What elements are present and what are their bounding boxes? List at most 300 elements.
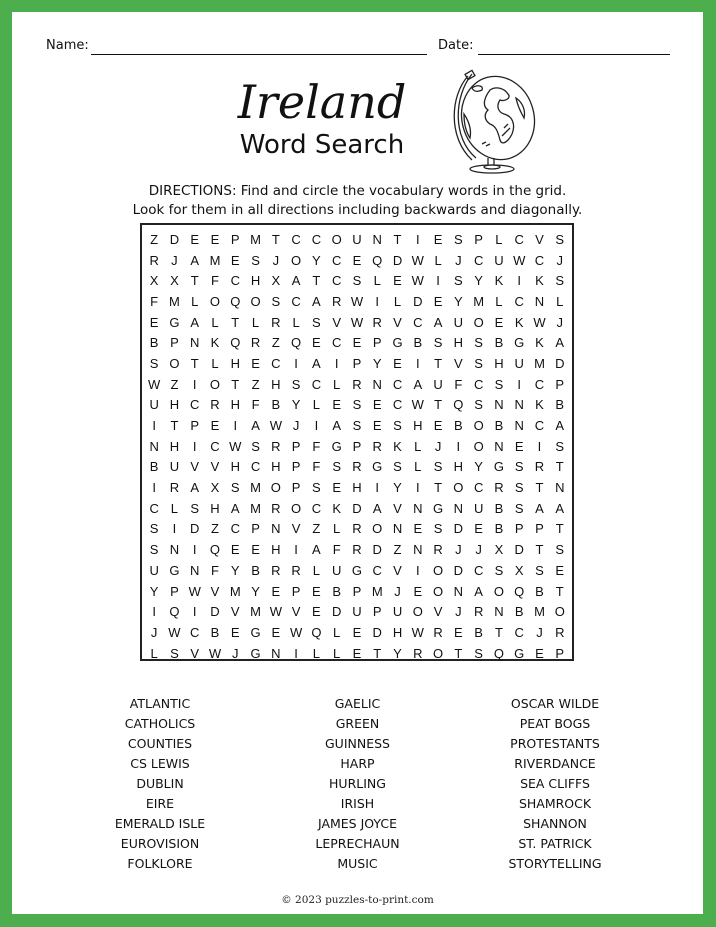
grid-cell[interactable]: N xyxy=(149,438,159,454)
grid-cell[interactable]: O xyxy=(493,583,504,599)
grid-cell[interactable]: S xyxy=(474,335,483,351)
grid-cell[interactable]: E xyxy=(393,273,402,289)
grid-cell[interactable]: P xyxy=(190,418,200,434)
grid-cell[interactable]: S xyxy=(433,335,443,351)
grid-cell[interactable]: M xyxy=(534,604,545,620)
grid-cell[interactable]: Z xyxy=(251,376,260,392)
grid-cell[interactable]: J xyxy=(455,542,462,558)
grid-cell[interactable]: G xyxy=(514,335,525,351)
grid-cell[interactable]: S xyxy=(494,376,504,392)
grid-cell[interactable]: S xyxy=(393,459,402,475)
grid-cell[interactable]: M xyxy=(209,252,221,268)
grid-cell[interactable]: O xyxy=(473,438,484,454)
grid-cell[interactable]: X xyxy=(210,480,220,496)
grid-cell[interactable]: Q xyxy=(169,604,180,620)
grid-cell[interactable]: G xyxy=(372,459,383,475)
grid-cell[interactable]: G xyxy=(392,335,403,351)
grid-cell[interactable]: N xyxy=(453,583,464,599)
grid-cell[interactable]: N xyxy=(169,542,180,558)
grid-cell[interactable]: V xyxy=(210,583,220,599)
grid-cell[interactable]: T xyxy=(373,645,382,661)
grid-cell[interactable]: Y xyxy=(251,583,260,599)
grid-cell[interactable]: U xyxy=(514,355,524,371)
grid-cell[interactable]: S xyxy=(474,355,483,371)
grid-cell[interactable]: J xyxy=(272,252,280,268)
grid-cell[interactable]: X xyxy=(271,273,281,289)
grid-cell[interactable]: H xyxy=(392,624,403,640)
grid-cell[interactable]: P xyxy=(555,376,565,392)
grid-cell[interactable]: U xyxy=(352,604,362,620)
grid-cell[interactable]: T xyxy=(555,583,564,599)
grid-cell[interactable]: R xyxy=(352,521,362,537)
grid-cell[interactable]: O xyxy=(250,293,261,309)
grid-cell[interactable]: C xyxy=(291,231,301,247)
grid-cell[interactable]: J xyxy=(394,583,401,599)
grid-cell[interactable]: N xyxy=(190,562,200,578)
grid-cell[interactable]: R xyxy=(372,438,382,454)
grid-cell[interactable]: Y xyxy=(291,397,301,413)
grid-cell[interactable]: L xyxy=(495,231,503,247)
grid-cell[interactable]: R xyxy=(433,542,443,558)
grid-cell[interactable]: I xyxy=(152,480,156,496)
grid-cell[interactable]: S xyxy=(352,273,362,289)
letter-grid[interactable] xyxy=(140,223,574,661)
grid-cell[interactable]: S xyxy=(433,521,443,537)
grid-cell[interactable]: N xyxy=(372,231,382,247)
grid-cell[interactable]: K xyxy=(535,335,544,351)
grid-cell[interactable]: R xyxy=(250,335,261,351)
grid-cell[interactable]: K xyxy=(535,273,544,289)
grid-cell[interactable]: B xyxy=(251,562,260,578)
grid-cell[interactable]: Y xyxy=(454,293,463,309)
grid-cell[interactable]: L xyxy=(333,624,341,640)
grid-cell[interactable]: P xyxy=(291,438,301,454)
grid-cell[interactable]: R xyxy=(534,459,545,475)
grid-cell[interactable]: E xyxy=(514,438,524,454)
grid-cell[interactable]: B xyxy=(454,418,463,434)
grid-cell[interactable]: T xyxy=(555,521,564,537)
grid-cell[interactable]: P xyxy=(372,604,382,620)
grid-cell[interactable]: B xyxy=(149,459,159,475)
grid-cell[interactable]: C xyxy=(291,293,301,309)
grid-cell[interactable]: U xyxy=(149,397,159,413)
grid-cell[interactable]: E xyxy=(535,645,544,661)
grid-cell[interactable]: A xyxy=(555,335,565,351)
grid-cell[interactable]: T xyxy=(271,231,280,247)
grid-cell[interactable]: V xyxy=(210,459,220,475)
grid-cell[interactable]: A xyxy=(413,376,423,392)
grid-cell[interactable]: J xyxy=(232,645,239,661)
grid-cell[interactable]: N xyxy=(534,293,545,309)
grid-cell[interactable]: L xyxy=(333,376,341,392)
grid-cell[interactable]: C xyxy=(413,314,423,330)
grid-cell[interactable]: A xyxy=(190,314,200,330)
grid-cell[interactable]: S xyxy=(494,562,504,578)
grid-cell[interactable]: P xyxy=(170,335,179,351)
grid-cell[interactable]: E xyxy=(312,335,321,351)
grid-cell[interactable]: A xyxy=(312,293,321,309)
grid-cell[interactable]: K xyxy=(210,335,220,351)
grid-cell[interactable]: C xyxy=(514,231,524,247)
grid-cell[interactable]: I xyxy=(517,273,522,289)
grid-cell[interactable]: T xyxy=(231,314,240,330)
grid-cell[interactable]: H xyxy=(494,355,504,371)
grid-cell[interactable]: E xyxy=(352,335,362,351)
grid-cell[interactable]: W xyxy=(188,583,201,599)
grid-cell[interactable]: R xyxy=(210,397,220,413)
grid-cell[interactable]: W xyxy=(513,252,526,268)
grid-cell[interactable]: G xyxy=(169,562,180,578)
grid-cell[interactable]: L xyxy=(312,562,320,578)
grid-cell[interactable]: C xyxy=(331,273,342,289)
grid-cell[interactable]: S xyxy=(555,231,565,247)
grid-cell[interactable]: E xyxy=(312,604,321,620)
grid-cell[interactable]: L xyxy=(211,355,219,371)
grid-cell[interactable]: U xyxy=(169,459,180,475)
grid-cell[interactable]: D xyxy=(514,542,524,558)
grid-cell[interactable]: W xyxy=(208,645,222,661)
grid-cell[interactable]: H xyxy=(352,480,362,496)
grid-cell[interactable]: F xyxy=(312,459,321,475)
grid-cell[interactable]: I xyxy=(456,438,461,454)
grid-cell[interactable]: A xyxy=(190,252,200,268)
grid-cell[interactable]: E xyxy=(555,562,565,578)
grid-cell[interactable]: J xyxy=(455,252,462,268)
grid-cell[interactable]: L xyxy=(556,293,564,309)
grid-cell[interactable]: O xyxy=(372,521,383,537)
grid-cell[interactable]: C xyxy=(230,273,240,289)
grid-cell[interactable]: D xyxy=(190,521,200,537)
grid-cell[interactable]: Q xyxy=(230,293,241,309)
grid-cell[interactable]: M xyxy=(371,583,383,599)
grid-cell[interactable]: R xyxy=(331,293,342,309)
grid-cell[interactable]: E xyxy=(149,314,159,330)
grid-cell[interactable]: D xyxy=(413,293,423,309)
grid-cell[interactable]: X xyxy=(149,273,159,289)
grid-cell[interactable]: V xyxy=(393,562,402,578)
grid-cell[interactable]: H xyxy=(230,397,240,413)
grid-cell[interactable]: M xyxy=(250,500,261,516)
grid-cell[interactable]: K xyxy=(393,438,402,454)
grid-cell[interactable]: B xyxy=(271,397,281,413)
grid-cell[interactable]: L xyxy=(393,293,402,309)
grid-cell[interactable]: J xyxy=(150,624,158,640)
grid-cell[interactable]: W xyxy=(269,604,282,620)
grid-cell[interactable]: N xyxy=(494,604,504,620)
grid-cell[interactable]: B xyxy=(555,397,565,413)
grid-cell[interactable]: T xyxy=(494,624,503,640)
grid-cell[interactable]: T xyxy=(555,459,564,475)
grid-cell[interactable]: Q xyxy=(311,624,322,640)
grid-cell[interactable]: E xyxy=(372,418,382,434)
grid-cell[interactable]: S xyxy=(190,500,200,516)
grid-cell[interactable]: O xyxy=(270,480,281,496)
grid-cell[interactable]: E xyxy=(413,583,423,599)
grid-cell[interactable]: E xyxy=(433,231,443,247)
grid-cell[interactable]: Q xyxy=(493,645,504,661)
grid-cell[interactable]: W xyxy=(289,624,303,640)
grid-cell[interactable]: E xyxy=(352,252,362,268)
grid-cell[interactable]: G xyxy=(169,314,180,330)
grid-cell[interactable]: C xyxy=(311,231,322,247)
grid-cell[interactable]: H xyxy=(453,459,464,475)
grid-cell[interactable]: S xyxy=(251,438,260,454)
grid-cell[interactable]: D xyxy=(352,500,362,516)
grid-cell[interactable]: W xyxy=(168,624,181,640)
grid-cell[interactable]: I xyxy=(294,645,298,661)
grid-cell[interactable]: U xyxy=(453,314,464,330)
grid-cell[interactable]: B xyxy=(494,500,504,516)
grid-cell[interactable]: O xyxy=(473,418,484,434)
grid-cell[interactable]: D xyxy=(392,252,403,268)
grid-cell[interactable]: S xyxy=(312,314,321,330)
grid-cell[interactable]: C xyxy=(149,500,159,516)
grid-cell[interactable]: V xyxy=(433,604,443,620)
grid-cell[interactable]: N xyxy=(453,500,464,516)
grid-cell[interactable]: E xyxy=(210,231,220,247)
grid-cell[interactable]: L xyxy=(333,645,341,661)
grid-cell[interactable]: I xyxy=(517,376,522,392)
grid-cell[interactable]: S xyxy=(514,459,524,475)
grid-cell[interactable]: W xyxy=(148,376,161,392)
grid-cell[interactable]: I xyxy=(233,418,238,434)
grid-cell[interactable]: I xyxy=(334,355,339,371)
grid-cell[interactable]: Q xyxy=(372,252,383,268)
grid-cell[interactable]: C xyxy=(534,252,545,268)
grid-cell[interactable]: N xyxy=(514,418,524,434)
grid-cell[interactable]: V xyxy=(393,314,402,330)
grid-cell[interactable]: L xyxy=(191,293,199,309)
grid-cell[interactable]: M xyxy=(169,293,180,309)
grid-cell[interactable]: B xyxy=(494,418,504,434)
grid-cell[interactable]: S xyxy=(474,397,483,413)
grid-cell[interactable]: U xyxy=(352,231,362,247)
grid-cell[interactable]: L xyxy=(150,645,158,661)
grid-cell[interactable]: B xyxy=(413,335,423,351)
grid-cell[interactable]: C xyxy=(372,562,382,578)
grid-cell[interactable]: F xyxy=(332,542,341,558)
grid-cell[interactable]: J xyxy=(475,542,482,558)
grid-cell[interactable]: V xyxy=(190,645,200,661)
grid-cell[interactable]: E xyxy=(393,355,402,371)
grid-cell[interactable]: W xyxy=(411,273,424,289)
grid-cell[interactable]: M xyxy=(473,293,485,309)
grid-cell[interactable]: E xyxy=(474,521,483,537)
grid-cell[interactable]: W xyxy=(533,314,546,330)
grid-cell[interactable]: S xyxy=(271,293,281,309)
grid-cell[interactable]: A xyxy=(372,500,382,516)
grid-cell[interactable]: C xyxy=(473,480,484,496)
grid-cell[interactable]: Q xyxy=(209,542,221,558)
grid-cell[interactable]: E xyxy=(190,231,200,247)
grid-cell[interactable]: B xyxy=(210,624,220,640)
grid-cell[interactable]: B xyxy=(535,583,544,599)
grid-cell[interactable]: L xyxy=(170,500,179,516)
grid-cell[interactable]: R xyxy=(149,252,159,268)
grid-cell[interactable]: H xyxy=(210,500,220,516)
grid-cell[interactable]: D xyxy=(372,542,382,558)
grid-cell[interactable]: S xyxy=(555,438,565,454)
grid-cell[interactable]: E xyxy=(230,542,240,558)
grid-cell[interactable]: N xyxy=(372,376,382,392)
grid-cell[interactable]: D xyxy=(453,521,464,537)
grid-cell[interactable]: G xyxy=(250,624,261,640)
grid-cell[interactable]: H xyxy=(453,335,464,351)
grid-cell[interactable]: L xyxy=(251,314,260,330)
grid-cell[interactable]: I xyxy=(415,355,420,371)
grid-cell[interactable]: P xyxy=(251,521,260,537)
grid-cell[interactable]: L xyxy=(373,273,381,289)
grid-cell[interactable]: C xyxy=(473,376,484,392)
grid-cell[interactable]: O xyxy=(433,583,444,599)
grid-cell[interactable]: D xyxy=(210,604,220,620)
grid-cell[interactable]: M xyxy=(250,231,261,247)
grid-cell[interactable]: E xyxy=(433,293,443,309)
grid-cell[interactable]: O xyxy=(554,604,565,620)
grid-cell[interactable]: F xyxy=(251,397,260,413)
grid-cell[interactable]: P xyxy=(352,583,362,599)
grid-cell[interactable]: A xyxy=(474,583,483,599)
grid-cell[interactable]: S xyxy=(555,542,565,558)
grid-cell[interactable]: I xyxy=(375,480,380,496)
grid-cell[interactable]: C xyxy=(230,521,240,537)
grid-cell[interactable]: T xyxy=(434,397,443,413)
grid-cell[interactable]: R xyxy=(352,376,362,392)
grid-cell[interactable]: H xyxy=(230,459,240,475)
grid-cell[interactable]: F xyxy=(312,438,321,454)
grid-cell[interactable]: F xyxy=(150,293,159,309)
grid-cell[interactable]: A xyxy=(535,500,544,516)
grid-cell[interactable]: Y xyxy=(149,583,159,599)
grid-cell[interactable]: H xyxy=(413,418,423,434)
grid-cell[interactable]: S xyxy=(312,480,321,496)
grid-cell[interactable]: A xyxy=(555,418,565,434)
grid-cell[interactable]: S xyxy=(149,355,159,371)
grid-cell[interactable]: I xyxy=(192,542,197,558)
grid-cell[interactable]: O xyxy=(453,480,464,496)
grid-cell[interactable]: J xyxy=(536,624,543,640)
grid-cell[interactable]: P xyxy=(352,355,362,371)
grid-cell[interactable]: K xyxy=(494,273,504,289)
grid-cell[interactable]: C xyxy=(311,500,322,516)
grid-cell[interactable]: T xyxy=(393,231,402,247)
grid-cell[interactable]: T xyxy=(454,645,463,661)
grid-cell[interactable]: P xyxy=(352,438,362,454)
grid-cell[interactable]: I xyxy=(192,376,197,392)
grid-cell[interactable]: E xyxy=(271,624,281,640)
grid-cell[interactable]: G xyxy=(351,562,363,578)
grid-cell[interactable]: C xyxy=(331,252,342,268)
grid-cell[interactable]: K xyxy=(514,314,524,330)
grid-cell[interactable]: K xyxy=(332,500,341,516)
grid-cell[interactable]: R xyxy=(352,542,362,558)
grid-cell[interactable]: J xyxy=(556,252,564,268)
grid-cell[interactable]: G xyxy=(250,645,261,661)
grid-cell[interactable]: T xyxy=(190,355,199,371)
grid-cell[interactable]: Q xyxy=(514,583,525,599)
grid-cell[interactable]: N xyxy=(271,521,281,537)
grid-cell[interactable]: Q xyxy=(291,335,302,351)
grid-cell[interactable]: T xyxy=(231,376,240,392)
grid-cell[interactable]: C xyxy=(514,624,524,640)
grid-cell[interactable]: R xyxy=(413,645,423,661)
grid-cell[interactable]: S xyxy=(149,521,159,537)
grid-cell[interactable]: H xyxy=(169,438,180,454)
grid-cell[interactable]: S xyxy=(291,376,301,392)
grid-cell[interactable]: R xyxy=(271,438,281,454)
grid-cell[interactable]: W xyxy=(411,624,424,640)
grid-cell[interactable]: V xyxy=(535,231,544,247)
grid-cell[interactable]: T xyxy=(434,355,443,371)
grid-cell[interactable]: V xyxy=(393,500,402,516)
grid-cell[interactable]: I xyxy=(537,438,542,454)
grid-cell[interactable]: M xyxy=(250,604,261,620)
grid-cell[interactable]: D xyxy=(453,562,464,578)
grid-cell[interactable]: J xyxy=(455,604,462,620)
grid-cell[interactable]: D xyxy=(372,624,382,640)
grid-cell[interactable]: U xyxy=(331,562,342,578)
grid-cell[interactable]: A xyxy=(332,418,341,434)
grid-cell[interactable]: S xyxy=(230,480,240,496)
grid-cell[interactable]: I xyxy=(192,438,197,454)
grid-cell[interactable]: I xyxy=(436,273,440,289)
grid-cell[interactable]: F xyxy=(211,562,219,578)
grid-cell[interactable]: E xyxy=(230,252,240,268)
grid-cell[interactable]: M xyxy=(250,480,261,496)
grid-cell[interactable]: M xyxy=(534,355,545,371)
grid-cell[interactable]: Z xyxy=(170,376,179,392)
grid-cell[interactable]: Z xyxy=(393,542,402,558)
grid-cell[interactable]: V xyxy=(190,459,200,475)
grid-cell[interactable]: G xyxy=(493,459,504,475)
grid-cell[interactable]: Z xyxy=(271,335,280,351)
grid-cell[interactable]: P xyxy=(291,480,301,496)
grid-cell[interactable]: R xyxy=(271,500,281,516)
grid-cell[interactable]: O xyxy=(209,376,221,392)
grid-cell[interactable]: M xyxy=(229,583,241,599)
grid-cell[interactable]: L xyxy=(312,645,320,661)
grid-cell[interactable]: N xyxy=(413,542,423,558)
grid-cell[interactable]: X xyxy=(494,542,504,558)
grid-cell[interactable]: U xyxy=(473,500,484,516)
grid-cell[interactable]: I xyxy=(415,480,420,496)
grid-cell[interactable]: A xyxy=(312,542,321,558)
grid-cell[interactable]: R xyxy=(271,314,281,330)
grid-cell[interactable]: O xyxy=(291,500,302,516)
grid-cell[interactable]: N xyxy=(494,397,504,413)
grid-cell[interactable]: P xyxy=(555,645,565,661)
grid-cell[interactable]: C xyxy=(534,376,545,392)
grid-cell[interactable]: X xyxy=(514,562,524,578)
grid-cell[interactable]: Y xyxy=(230,562,240,578)
grid-cell[interactable]: S xyxy=(454,231,463,247)
grid-cell[interactable]: R xyxy=(433,624,443,640)
grid-cell[interactable]: P xyxy=(170,583,179,599)
grid-cell[interactable]: E xyxy=(413,521,423,537)
grid-cell[interactable]: E xyxy=(251,542,260,558)
grid-cell[interactable]: X xyxy=(170,273,179,289)
grid-cell[interactable]: V xyxy=(291,521,301,537)
grid-cell[interactable]: O xyxy=(473,314,484,330)
grid-cell[interactable]: T xyxy=(535,542,544,558)
grid-cell[interactable]: T xyxy=(312,273,321,289)
grid-cell[interactable]: C xyxy=(190,624,200,640)
grid-cell[interactable]: U xyxy=(494,252,504,268)
grid-cell[interactable]: A xyxy=(251,418,260,434)
grid-cell[interactable]: L xyxy=(434,252,442,268)
grid-cell[interactable]: D xyxy=(169,231,180,247)
grid-cell[interactable]: T xyxy=(535,480,544,496)
